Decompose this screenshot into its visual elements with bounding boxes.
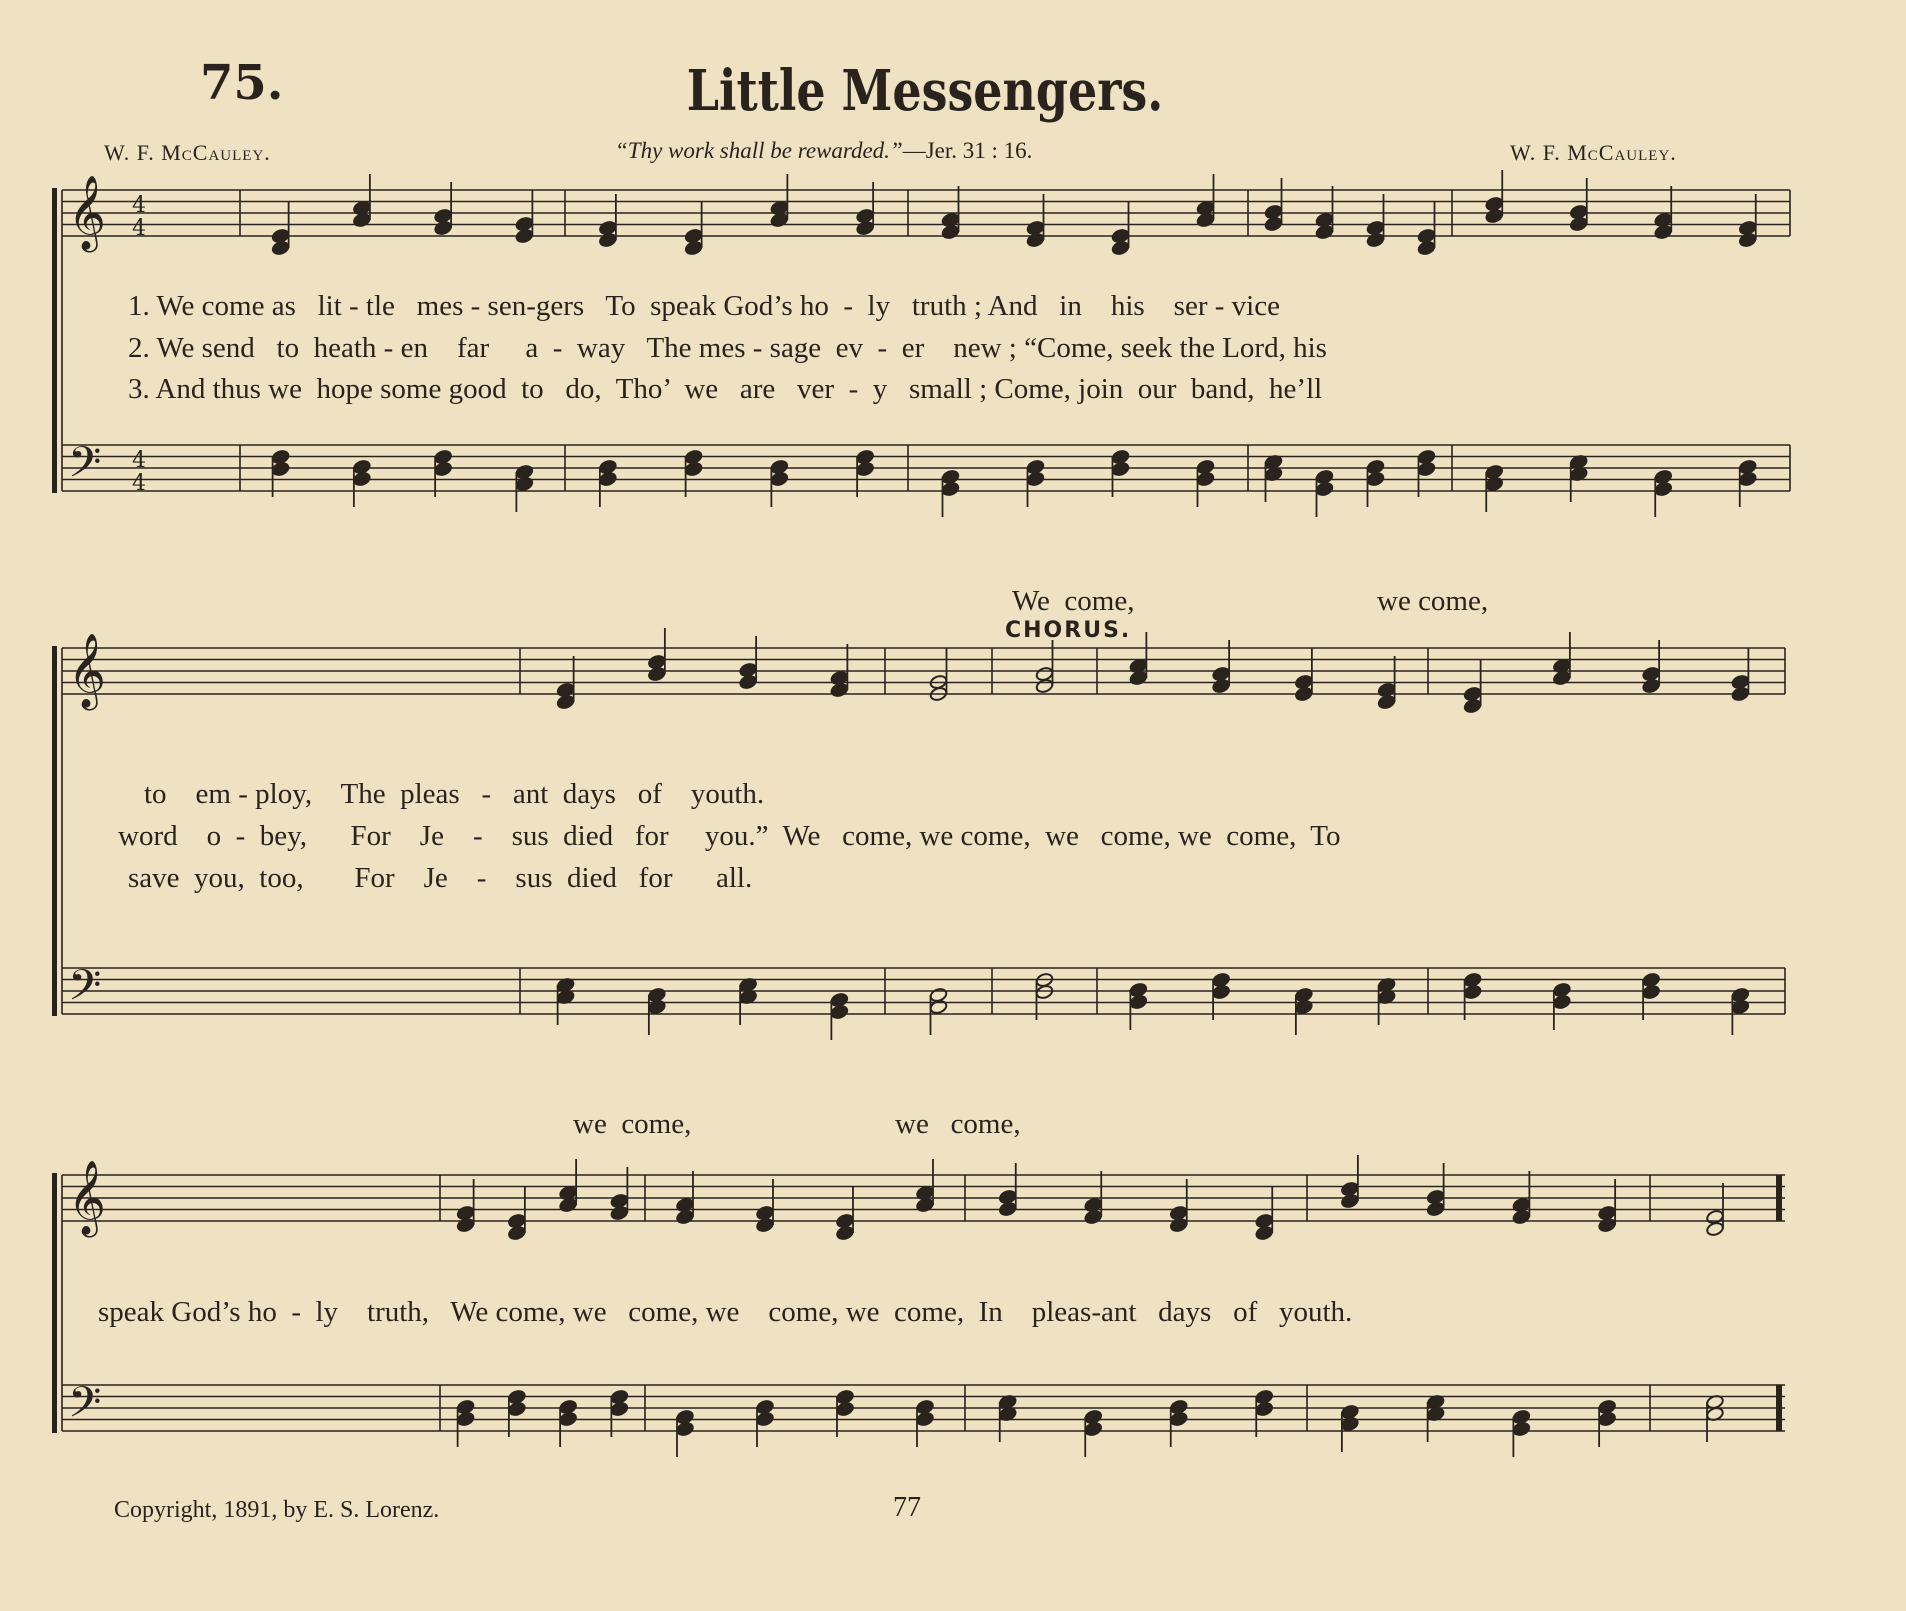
half-note bbox=[1035, 984, 1054, 1000]
quarter-note bbox=[515, 228, 534, 244]
time-signature: 4 bbox=[132, 471, 146, 496]
final-barline bbox=[1776, 1175, 1782, 1221]
time-signature: 4 bbox=[132, 448, 146, 473]
verse-3-line-system-2: save you, too, For Je - sus died for all. bbox=[128, 862, 753, 894]
quarter-note bbox=[684, 461, 703, 477]
quarter-note bbox=[1212, 678, 1231, 694]
quarter-note bbox=[1642, 984, 1661, 1000]
quarter-note bbox=[1598, 1217, 1617, 1233]
quarter-note bbox=[352, 212, 371, 228]
quarter-note bbox=[1264, 216, 1283, 232]
quarter-note bbox=[507, 1225, 526, 1241]
quarter-note bbox=[598, 471, 617, 487]
quarter-note bbox=[1598, 1411, 1617, 1427]
page-number: 77 bbox=[893, 1492, 921, 1523]
quarter-note bbox=[1340, 1416, 1359, 1432]
bass-clef: 𝄢 bbox=[68, 961, 102, 1021]
quarter-note bbox=[770, 471, 789, 487]
copyright-notice: Copyright, 1891, by E. S. Lorenz. bbox=[114, 1497, 440, 1523]
quarter-note bbox=[1196, 212, 1215, 228]
quarter-note bbox=[507, 1401, 526, 1417]
quarter-note bbox=[434, 220, 453, 236]
bass-clef: 𝄢 bbox=[68, 438, 102, 498]
quarter-note bbox=[271, 461, 290, 477]
quarter-note bbox=[836, 1401, 855, 1417]
quarter-note bbox=[836, 1225, 855, 1241]
quarter-note bbox=[916, 1197, 935, 1213]
quarter-note bbox=[456, 1411, 475, 1427]
quarter-note bbox=[1485, 208, 1504, 224]
quarter-note bbox=[1552, 670, 1571, 686]
epigraph-quote: “Thy work shall be rewarded.” bbox=[615, 138, 903, 163]
quarter-note bbox=[559, 1411, 578, 1427]
verse-3-line-system-1: 3. And thus we hope some good to do, Tho’ we are ver - y small ; Come, join our band, he’ll bbox=[128, 373, 1323, 405]
chorus-echo-4: we come, bbox=[895, 1108, 1021, 1140]
quarter-note bbox=[756, 1217, 775, 1233]
lyricist-credit: W. F. McCauley. bbox=[104, 140, 271, 165]
quarter-note bbox=[515, 476, 534, 492]
quarter-note bbox=[1569, 216, 1588, 232]
quarter-note bbox=[1212, 984, 1231, 1000]
quarter-note bbox=[1366, 232, 1385, 248]
half-note bbox=[1035, 678, 1054, 694]
quarter-note bbox=[1738, 471, 1757, 487]
system-bracket bbox=[52, 646, 57, 1016]
quarter-note bbox=[830, 1004, 849, 1020]
quarter-note bbox=[1129, 670, 1148, 686]
verse-2-line-system-1: 2. We send to heath - en far a - way The mes - sage ev - er new ; “Come, seek the Lord, his bbox=[128, 332, 1327, 364]
quarter-note bbox=[1426, 1201, 1445, 1217]
quarter-note bbox=[556, 694, 575, 710]
quarter-note bbox=[1738, 232, 1757, 248]
quarter-note bbox=[739, 674, 758, 690]
quarter-note bbox=[610, 1205, 629, 1221]
quarter-note bbox=[684, 240, 703, 256]
composer-credit: W. F. McCauley. bbox=[1510, 140, 1677, 165]
quarter-note bbox=[1512, 1209, 1531, 1225]
quarter-note bbox=[1026, 471, 1045, 487]
epigraph-reference: —Jer. 31 : 16. bbox=[902, 138, 1033, 163]
chorus-label: CHORUS. bbox=[1005, 618, 1132, 643]
quarter-note bbox=[756, 1411, 775, 1427]
quarter-note bbox=[1552, 994, 1571, 1010]
quarter-note bbox=[1731, 686, 1750, 702]
quarter-note bbox=[434, 461, 453, 477]
quarter-note bbox=[1084, 1421, 1103, 1437]
quarter-note bbox=[1315, 224, 1334, 240]
quarter-note bbox=[1111, 461, 1130, 477]
half-note bbox=[929, 999, 948, 1015]
quarter-note bbox=[1129, 994, 1148, 1010]
quarter-note bbox=[856, 220, 875, 236]
quarter-note bbox=[1512, 1421, 1531, 1437]
quarter-note bbox=[998, 1201, 1017, 1217]
quarter-note bbox=[1315, 481, 1334, 497]
quarter-note bbox=[352, 471, 371, 487]
quarter-note bbox=[1463, 698, 1482, 714]
quarter-note bbox=[1463, 984, 1482, 1000]
hymn-title: Little Messengers. bbox=[686, 58, 1164, 124]
quarter-note bbox=[559, 1197, 578, 1213]
quarter-note bbox=[941, 481, 960, 497]
quarter-note bbox=[1377, 694, 1396, 710]
quarter-note bbox=[1169, 1411, 1188, 1427]
quarter-note bbox=[676, 1421, 695, 1437]
quarter-note bbox=[1169, 1217, 1188, 1233]
chorus-echo-1: We come, bbox=[1012, 585, 1135, 617]
quarter-note bbox=[1255, 1401, 1274, 1417]
quarter-note bbox=[1340, 1193, 1359, 1209]
quarter-note bbox=[1366, 471, 1385, 487]
quarter-note bbox=[1026, 232, 1045, 248]
quarter-note bbox=[770, 212, 789, 228]
quarter-note bbox=[647, 666, 666, 682]
verse-1-line-system-1: 1. We come as lit - tle mes - sen-gers To speak God’s ho - ly truth ; And in his ser - vice bbox=[128, 290, 1280, 322]
half-note bbox=[1706, 1221, 1725, 1237]
hymn-number: 75. bbox=[200, 55, 284, 111]
quarter-note bbox=[1417, 240, 1436, 256]
verse-2-line-system-2: word o - bey, For Je - sus died for you.” We come, we come, we come, we come, To bbox=[118, 820, 1341, 852]
quarter-note bbox=[1654, 224, 1673, 240]
quarter-note bbox=[1196, 471, 1215, 487]
quarter-note bbox=[1111, 240, 1130, 256]
quarter-note bbox=[647, 999, 666, 1015]
quarter-note bbox=[1294, 999, 1313, 1015]
quarter-note bbox=[1485, 476, 1504, 492]
chorus-echo-3: we come, bbox=[573, 1108, 692, 1140]
quarter-note bbox=[1084, 1209, 1103, 1225]
final-barline bbox=[1776, 1385, 1782, 1431]
quarter-note bbox=[598, 232, 617, 248]
quarter-note bbox=[1294, 686, 1313, 702]
treble-clef: 𝄞 bbox=[68, 176, 106, 250]
treble-clef: 𝄞 bbox=[68, 634, 106, 708]
quarter-note bbox=[1417, 461, 1436, 477]
bass-clef: 𝄢 bbox=[68, 1378, 102, 1438]
quarter-note bbox=[676, 1209, 695, 1225]
verse-1-line-system-2: to em - ploy, The pleas - ant days of youth. bbox=[144, 778, 765, 810]
quarter-note bbox=[1654, 481, 1673, 497]
time-signature: 4 bbox=[132, 216, 146, 241]
quarter-note bbox=[271, 240, 290, 256]
quarter-note bbox=[1642, 678, 1661, 694]
quarter-note bbox=[610, 1401, 629, 1417]
quarter-note bbox=[830, 682, 849, 698]
chorus-lyrics-system-3: speak God’s ho - ly truth, We come, we come, we come, we come, In pleas-ant days of youth. bbox=[98, 1296, 1353, 1328]
quarter-note bbox=[941, 224, 960, 240]
quarter-note bbox=[856, 461, 875, 477]
system-bracket bbox=[52, 1173, 57, 1433]
quarter-note bbox=[456, 1217, 475, 1233]
quarter-note bbox=[916, 1411, 935, 1427]
time-signature: 4 bbox=[132, 193, 146, 218]
system-bracket bbox=[52, 188, 57, 493]
treble-clef: 𝄞 bbox=[68, 1161, 106, 1235]
quarter-note bbox=[1255, 1225, 1274, 1241]
quarter-note bbox=[1731, 999, 1750, 1015]
chorus-echo-2: we come, bbox=[1377, 585, 1489, 617]
